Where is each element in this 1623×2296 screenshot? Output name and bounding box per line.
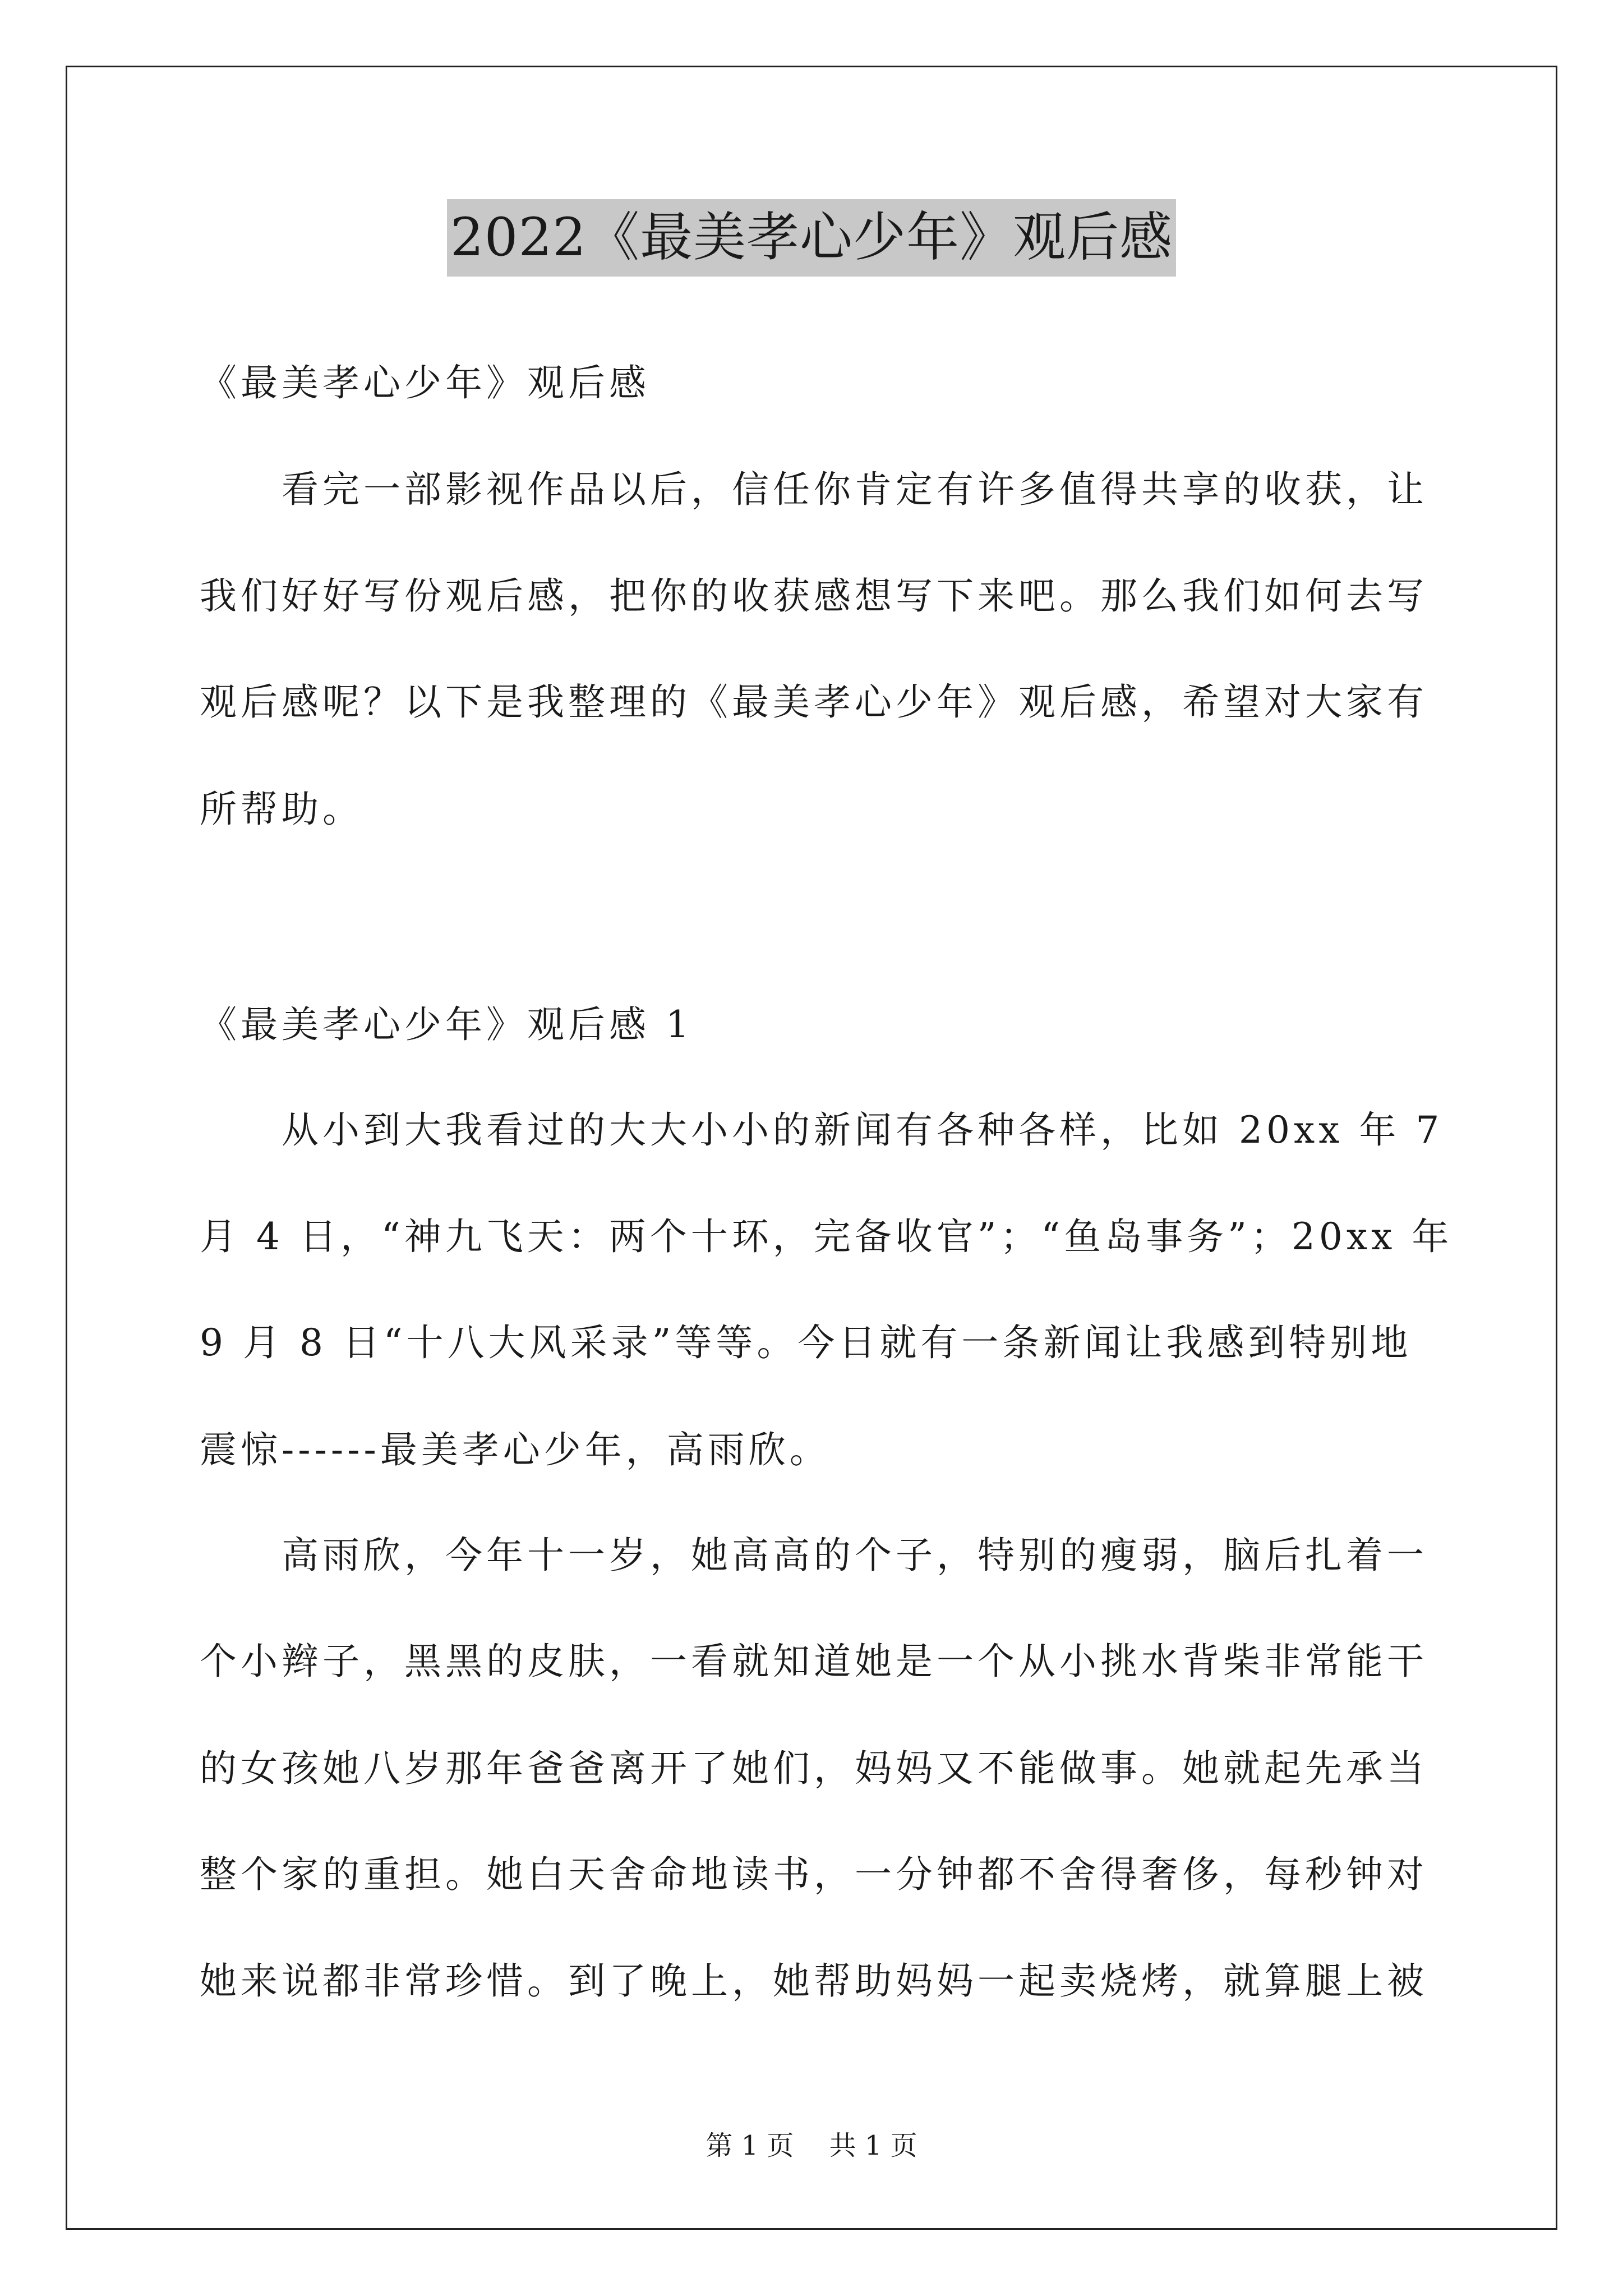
- document-title: 2022《最美孝心少年》观后感: [447, 199, 1176, 277]
- paragraph-line: 个小辫子，黑黑的皮肤，一看就知道她是一个从小挑水背柴非常能干: [200, 1640, 1428, 1683]
- paragraph-line: 9 月 8 日“十八大风采录”等等。今日就有一条新闻让我感到特别地: [200, 1321, 1412, 1364]
- paragraph-line: 从小到大我看过的大大小小的新闻有各种各样，比如 20xx 年 7: [200, 1108, 1444, 1152]
- paragraph-line: 看完一部影视作品以后，信任你肯定有许多值得共享的收获，让: [200, 468, 1428, 511]
- paragraph-line: 的女孩她八岁那年爸爸离开了她们，妈妈又不能做事。她就起先承当: [200, 1747, 1428, 1790]
- title-container: [0, 199, 1623, 277]
- paragraph-line: 我们好好写份观后感，把你的收获感想写下来吧。那么我们如何去写: [200, 574, 1428, 618]
- paragraph-line: 高雨欣，今年十一岁，她高高的个子，特别的瘦弱，脑后扎着一: [200, 1534, 1428, 1577]
- paragraph-line: 她来说都非常珍惜。到了晚上，她帮助妈妈一起卖烧烤，就算腿上被: [200, 1959, 1428, 2003]
- section-heading-1: 《最美孝心少年》观后感 1: [200, 1003, 693, 1046]
- section-heading-intro: 《最美孝心少年》观后感: [200, 361, 650, 404]
- paragraph-line: 所帮助。: [200, 788, 363, 831]
- page-number-footer: 第 1 页 共 1 页: [706, 2130, 917, 2161]
- paragraph-line: 震惊------最美孝心少年，高雨欣。: [200, 1428, 831, 1471]
- paragraph-line: 观后感呢？以下是我整理的《最美孝心少年》观后感，希望对大家有: [200, 680, 1428, 724]
- paragraph-line: 整个家的重担。她白天舍命地读书，一分钟都不舍得奢侈，每秒钟对: [200, 1853, 1428, 1896]
- paragraph-line: 月 4 日，“神九飞天：两个十环，完备收官”；“鱼岛事务”；20xx 年: [200, 1215, 1453, 1258]
